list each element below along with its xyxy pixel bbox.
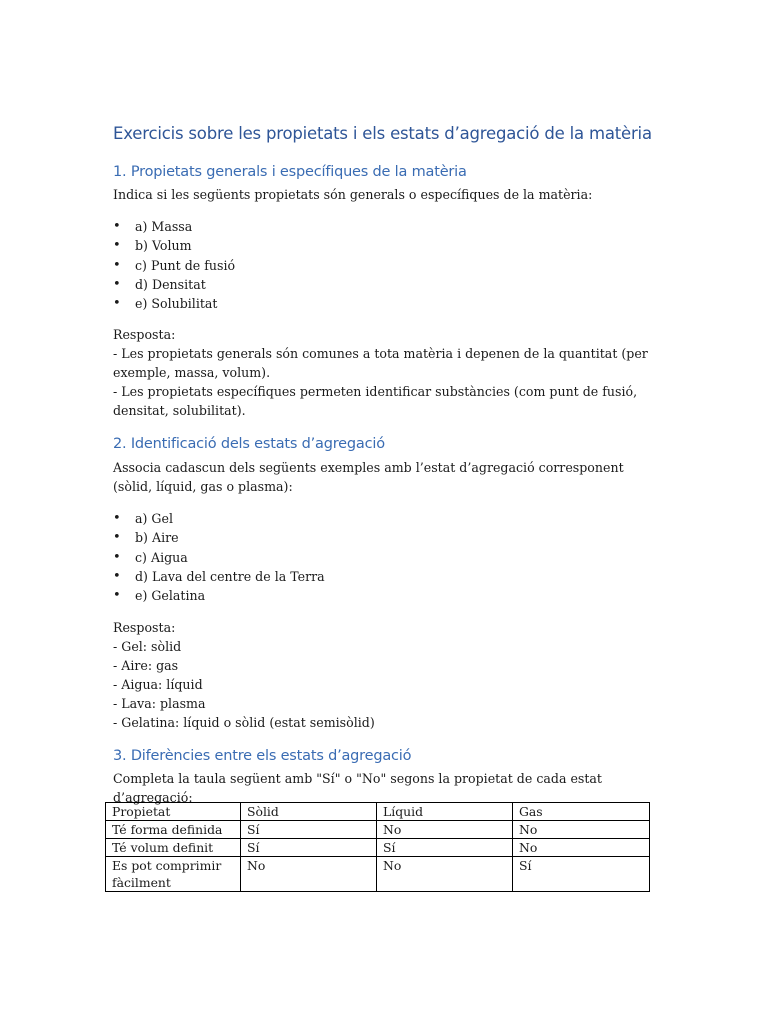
answer-line: - Aire: gas [113,658,179,673]
section3-heading: 3. Diferències entre els estats d’agregació [113,748,412,764]
table-cell: No [241,857,377,892]
bullet-icon: • [113,588,121,604]
table-cell: Sí [241,821,377,839]
section1-intro: Indica si les següents propietats són generals o específiques de la matèria: [113,187,593,202]
list-item: • e) Solubilitat [113,296,218,312]
section1-heading: 1. Propietats generals i específiques de la matèria [113,164,467,180]
section1-answer-line2: - Les propietats específiques permeten identificar substàncies (com punt de fusió, densitat, solubilitat). [113,384,638,418]
list-item: • a) Gel [113,511,173,526]
list-item: • d) Lava del centre de la Terra [113,568,325,584]
table-cell: Sí [513,857,650,892]
section2-intro: Associa cadascun dels següents exemples amb l’estat d’agregació corresponent (sòlid, líquid, gas o plasma): [113,460,624,494]
list-item: • d) Densitat [113,276,206,292]
list-item: • b) Aire [113,530,179,546]
table-header-row [106,803,650,821]
properties-table [105,802,650,892]
list-item: • b) Volum [113,238,192,254]
table-cell: Sí [377,839,513,857]
table-header-cell: Gas [513,803,650,821]
list-item: • c) Aigua [113,549,188,565]
answer-line: - Aigua: líquid [113,677,203,692]
table-cell: No [377,857,513,892]
answer-line: - Lava: plasma [113,696,206,711]
document-title: Exercicis sobre les propietats i els estats d’agregació de la matèria [113,124,652,143]
table-cell: No [377,821,513,839]
section3-intro: Completa la taula següent amb "Sí" o "No" segons la propietat de cada estat d’agregació: [113,771,602,805]
table-cell: Es pot comprimir fàcilment [106,857,241,892]
bullet-icon: • [113,276,121,292]
bullet-icon: • [113,511,121,526]
table-cell: Té forma definida [106,821,241,839]
bullet-icon: • [113,257,121,273]
list-item: • c) Punt de fusió [113,257,236,273]
table-row [106,857,650,892]
table-row [106,839,650,857]
bullet-icon: • [113,568,121,584]
table-row [106,821,650,839]
section1-answer-line1: - Les propietats generals són comunes a tota matèria i depenen de la quantitat (per exemple, massa, volum). [113,346,648,380]
section2-heading: 2. Identificació dels estats d’agregació [113,436,385,452]
answer-line: - Gel: sòlid [113,639,182,654]
table-header-cell: Líquid [377,803,513,821]
answer-line: - Gelatina: líquid o sòlid (estat semisòlid) [113,715,375,730]
bullet-icon: • [113,238,121,254]
table-cell: Té volum definit [106,839,241,857]
table-cell: Sí [241,839,377,857]
section1-list [113,217,235,313]
table-cell: No [513,839,650,857]
section2-list [113,509,325,605]
list-item: • e) Gelatina [113,588,206,604]
section2-answers [113,618,653,732]
bullet-icon: • [113,219,121,234]
table-header-cell: Sòlid [241,803,377,821]
table-header-cell: Propietat [106,803,241,821]
bullet-icon: • [113,296,121,312]
bullet-icon: • [113,530,121,546]
table-cell: No [513,821,650,839]
list-item: • a) Massa [113,219,193,234]
section2-answer-label: Resposta: [113,620,176,635]
section1-answer-label: Resposta: [113,327,176,342]
bullet-icon: • [113,549,121,565]
